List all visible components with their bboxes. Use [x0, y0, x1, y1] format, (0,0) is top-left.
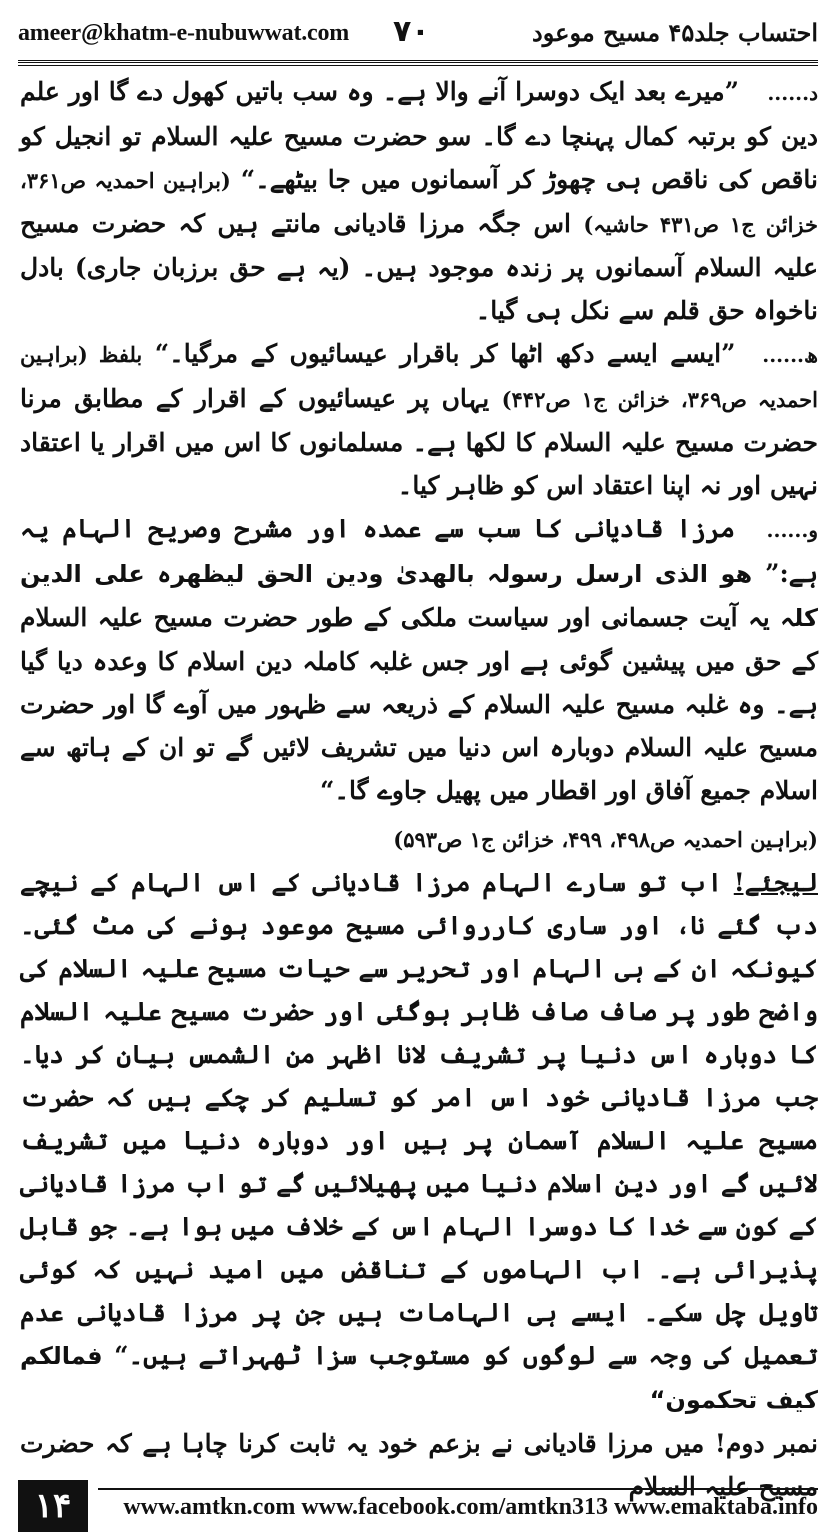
footer-page-number: ۱۴	[18, 1480, 88, 1532]
page-header	[18, 14, 818, 54]
reference: (براہین احمدیہ ص۳۶۱، خزائن ج۱ ص۴۳۱ حاشیہ)	[20, 168, 818, 237]
footer-urls: www.amtkn.com www.facebook.com/amtkn313 www.emaktaba.info	[123, 1494, 818, 1520]
header-email: ameer@khatm-e-nubuwwat.com	[18, 20, 350, 46]
paragraph-conclusion	[20, 861, 818, 1422]
body-text: اب تو سارے الہام مرزا قادیانی کے اس الہام کے نیچے دب گئے نا، اور ساری کارروائی مسیح موعود ہونے کی مٹ گئی۔ کیونکہ ان کے ہی الہام اور تحریر سے حیات مسیح علیہ السلام کی واضح طور پر صاف صاف ظاہر ہوگئی اور حضرت مسیح علیہ السلام کا دوبارہ اس دنیا پر تشریف لانا اظہر من الشمس بیان کر دیا۔ جب مرزا قادیانی خود اس امر کو تسلیم کر چکے ہیں کہ حضرت مسیح علیہ السلام آسمان پر ہیں اور دوبارہ دنیا میں تشریف لائیں گے اور دین اسلام دنیا میں پھیلائیں گے تو اب مرزا قادیانی کے کون سے خدا کا دوسرا الہام اس کے خلاف میں ہوا ہے۔ جو قابل پذیرائی ہے۔ اب الہاموں کے تناقض میں امید نہیں کہ کوئی تاویل چل سکے۔ ایسے ہی الہامات ہیں جن پر مرزا قادیانی عدم تعمیل کی وجہ سے لوگوں کو مستوجب سزا ٹھہراتے ہیں۔“	[20, 868, 818, 1370]
paragraph-label: ھ......	[762, 343, 818, 367]
arabic-verse: ھو الذی ارسل رسولہ بالھدیٰ ودین الحق لیظھرہ علی الدین کلہ	[20, 560, 818, 632]
page-footer	[18, 1480, 818, 1532]
lead-word: لیجئے!	[733, 868, 818, 897]
commentary: یہ آیت جسمانی اور سیاست ملکی کے طور حضرت مسیح علیہ السلام کے حق میں پیشین گوئی ہے اور جس غلبہ کاملہ دین اسلام کا وعدہ دیا گیا ہے۔ وہ غلبہ مسیح علیہ السلام کے ذریعہ سے ظہور میں آوے گا اور حضرت مسیح علیہ السلام دوبارہ اس دنیا میں تشریف لائیں گے تو ان کے ہاتھ سے اسلام جمیع آفاق اور اقطار میں پھیل جاوے گا۔“	[20, 603, 818, 805]
header-rule	[18, 60, 818, 66]
commentary: یہاں پر عیسائیوں کے اقرار کے مطابق مرنا حضرت مسیح علیہ السلام کا لکھا ہے۔ مسلمانوں کا اس میں اقرار یا اعتقاد نہیں اور نہ اپنا اعتقاد اس کو ظاہر کیا۔	[20, 384, 818, 500]
quote-text: ”میرے بعد ایک دوسرا آنے والا ہے۔ وہ سب باتیں کھول دے گا اور علم دین کو برتبہ کمال پہنچا دے گا۔ سو حضرت مسیح علیہ السلام تو انجیل کو ناقص کی ناقص ہی چھوڑ کر آسمانوں میں جا بیٹھے۔“	[20, 77, 818, 194]
arabic-phrase: فمالکم کیف تحکمون“	[20, 1342, 818, 1414]
citation: (براہین احمدیہ ص۴۹۸، ۴۹۹، خزائن ج۱ ص۵۹۳)	[393, 827, 818, 852]
paragraph-he	[20, 332, 818, 507]
footer-rule	[98, 1488, 818, 1490]
header-page-marker: ٧٠	[393, 14, 430, 49]
commentary: اس جگہ مرزا قادیانی مانتے ہیں کہ حضرت مسیح علیہ السلام آسمانوں پر زندہ موجود ہیں۔ (یہ ہے حق برزبان جاری) بادل ناخواہ حق قلم سے نکل ہی گیا۔	[20, 209, 818, 325]
header-book-title: احتساب جلد۴۵ مسیح موعود	[532, 18, 818, 47]
quote-text: ”ایسے ایسے دکھ اٹھا کر باقرار عیسائیوں کے مرگیا۔“	[154, 339, 736, 368]
reference: بلفظ (براہین احمدیہ ص۳۶۹، خزائن ج۱ ص۴۴۲)	[20, 342, 818, 412]
body-text: نمبر دوم! میں مرزا قادیانی نے بزعم خود یہ ثابت کرنا چاہا ہے کہ حضرت مسیح علیہ السلام	[20, 1429, 818, 1501]
paragraph-wao	[20, 507, 818, 812]
paragraph-label: د......	[767, 81, 818, 105]
intro-text: مرزا قادیانی کا سب سے عمدہ اور مشرح وصریح الہام یہ ہے:”	[20, 514, 818, 588]
paragraph-label: و......	[766, 518, 818, 542]
paragraph-dal	[20, 70, 818, 332]
page-body	[20, 70, 818, 1501]
